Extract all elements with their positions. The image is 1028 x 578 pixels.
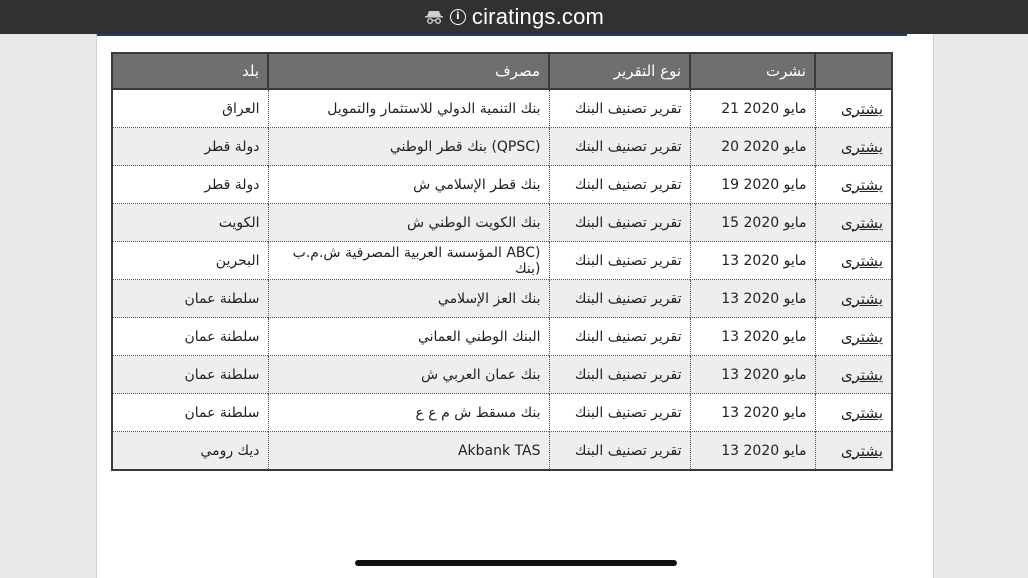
table-row bbox=[112, 89, 892, 128]
report-type: تقرير تصنيف البنك bbox=[549, 204, 690, 242]
country-name: دولة قطر bbox=[112, 128, 268, 166]
report-type: تقرير تصنيف البنك bbox=[549, 89, 690, 128]
bank-name: بنك العز الإسلامي bbox=[268, 280, 549, 318]
report-type: تقرير تصنيف البنك bbox=[549, 318, 690, 356]
report-type: تقرير تصنيف البنك bbox=[549, 356, 690, 394]
table-row bbox=[112, 432, 892, 471]
buy-link[interactable]: يشترى bbox=[815, 432, 892, 471]
header-published[interactable]: نشرت bbox=[690, 53, 815, 89]
country-name: ديك رومي bbox=[112, 432, 268, 471]
buy-link[interactable]: يشترى bbox=[815, 166, 892, 204]
header-report-type[interactable]: نوع التقرير bbox=[549, 53, 690, 89]
buy-link[interactable]: يشترى bbox=[815, 204, 892, 242]
site-info-icon[interactable]: i bbox=[450, 9, 466, 25]
country-name: سلطنة عمان bbox=[112, 280, 268, 318]
header-country[interactable]: بلد bbox=[112, 53, 268, 89]
buy-link[interactable]: يشترى bbox=[815, 89, 892, 128]
browser-address-bar[interactable] bbox=[0, 0, 1028, 34]
published-date: مايو 2020 19 bbox=[690, 166, 815, 204]
incognito-icon bbox=[424, 10, 444, 24]
country-name: العراق bbox=[112, 89, 268, 128]
published-date: مايو 2020 13 bbox=[690, 242, 815, 280]
published-date: مايو 2020 13 bbox=[690, 394, 815, 432]
table-row bbox=[112, 242, 892, 280]
header-divider bbox=[97, 34, 907, 36]
buy-link[interactable]: يشترى bbox=[815, 128, 892, 166]
report-type: تقرير تصنيف البنك bbox=[549, 128, 690, 166]
url-text[interactable]: ciratings.com bbox=[471, 4, 605, 29]
bank-name: (QPSC) بنك قطر الوطني bbox=[268, 128, 549, 166]
country-name: البحرين bbox=[112, 242, 268, 280]
table-row bbox=[112, 280, 892, 318]
buy-link[interactable]: يشترى bbox=[815, 318, 892, 356]
bank-name: بنك عمان العربي ش bbox=[268, 356, 549, 394]
report-type: تقرير تصنيف البنك bbox=[549, 166, 690, 204]
published-date: مايو 2020 21 bbox=[690, 89, 815, 128]
country-name: سلطنة عمان bbox=[112, 394, 268, 432]
report-type: تقرير تصنيف البنك bbox=[549, 394, 690, 432]
published-date: مايو 2020 13 bbox=[690, 280, 815, 318]
published-date: مايو 2020 13 bbox=[690, 318, 815, 356]
bank-name: بنك التنمية الدولي للاستثمار والتمويل bbox=[268, 89, 549, 128]
published-date: مايو 2020 13 bbox=[690, 356, 815, 394]
bank-name: (ABC المؤسسة العربية المصرفية ش.م.ب (بنك bbox=[268, 242, 549, 280]
buy-link[interactable]: يشترى bbox=[815, 280, 892, 318]
bank-name: بنك مسقط ش م ع ع bbox=[268, 394, 549, 432]
buy-link[interactable]: يشترى bbox=[815, 242, 892, 280]
country-name: سلطنة عمان bbox=[112, 356, 268, 394]
buy-link[interactable]: يشترى bbox=[815, 394, 892, 432]
header-bank[interactable]: مصرف bbox=[268, 53, 549, 89]
bank-name: البنك الوطني العماني bbox=[268, 318, 549, 356]
table-row bbox=[112, 204, 892, 242]
table-row bbox=[112, 318, 892, 356]
bank-name: بنك قطر الإسلامي ش bbox=[268, 166, 549, 204]
report-type: تقرير تصنيف البنك bbox=[549, 432, 690, 471]
header-action bbox=[815, 53, 892, 89]
table-header-row bbox=[112, 53, 892, 89]
table-row bbox=[112, 128, 892, 166]
table-row bbox=[112, 394, 892, 432]
table-row bbox=[112, 356, 892, 394]
bank-name: Akbank TAS bbox=[268, 432, 549, 471]
country-name: الكويت bbox=[112, 204, 268, 242]
bank-name: بنك الكويت الوطني ش bbox=[268, 204, 549, 242]
web-page bbox=[96, 34, 934, 578]
country-name: دولة قطر bbox=[112, 166, 268, 204]
published-date: مايو 2020 20 bbox=[690, 128, 815, 166]
table-row bbox=[112, 166, 892, 204]
country-name: سلطنة عمان bbox=[112, 318, 268, 356]
report-type: تقرير تصنيف البنك bbox=[549, 242, 690, 280]
home-indicator bbox=[355, 560, 677, 566]
published-date: مايو 2020 13 bbox=[690, 432, 815, 471]
report-type: تقرير تصنيف البنك bbox=[549, 280, 690, 318]
ratings-table bbox=[111, 52, 893, 471]
published-date: مايو 2020 15 bbox=[690, 204, 815, 242]
buy-link[interactable]: يشترى bbox=[815, 356, 892, 394]
